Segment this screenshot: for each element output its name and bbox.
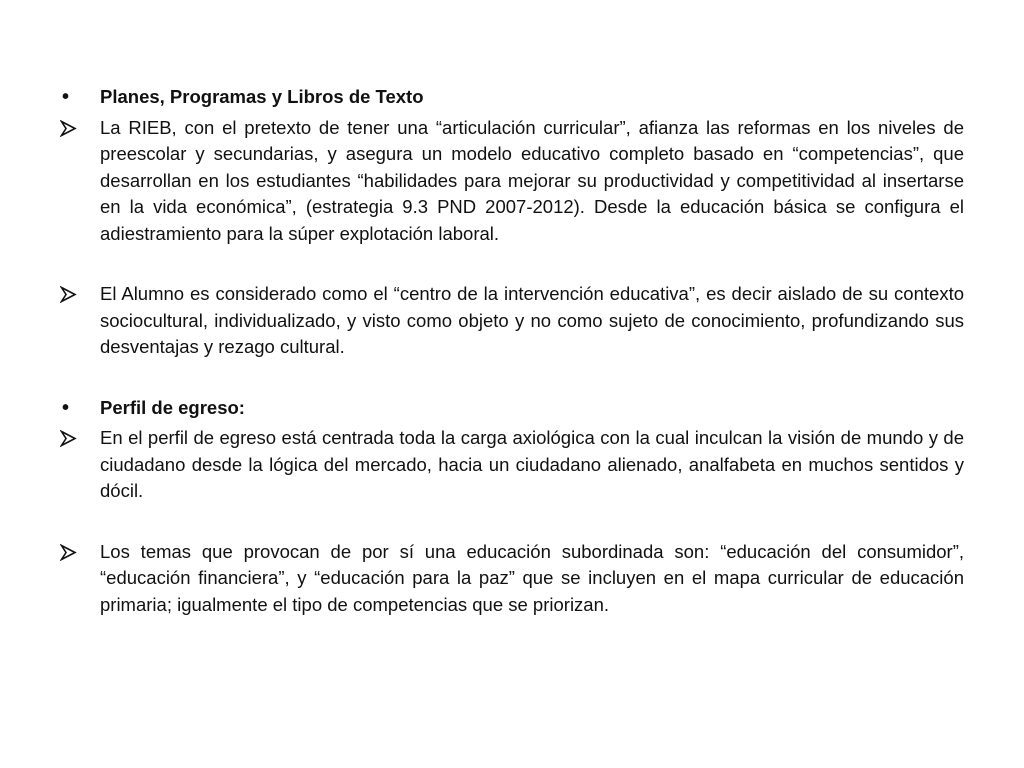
point-alumno — [60, 281, 964, 361]
arrow-bullet-icon — [60, 281, 90, 303]
point-text: En el perfil de egreso está centrada toda la carga axiológica con la cual inculcan la visión de mundo y de ciudadano desde la lógica del mercado, hacia un ciudadano alienado, analfabeta en muchos sentidos y dócil. — [100, 427, 964, 501]
bullet-marker: • — [62, 86, 70, 108]
arrow-bullet-icon — [60, 115, 90, 137]
point-text: El Alumno es considerado como el “centro de la intervención educativa”, es decir aislado de su contexto sociocultural, individualizado, y visto como objeto y no como sujeto de conocimiento, profundizando sus desventajas y rezago cultural. — [100, 283, 964, 357]
point-rieb — [60, 115, 964, 248]
point-temas — [60, 539, 964, 619]
heading-text: Planes, Programas y Libros de Texto — [100, 86, 424, 107]
point-text: Los temas que provocan de por sí una educación subordinada son: “educación del consumidor”, “educación financiera”, y “educación para la paz” que se incluyen en el mapa curricular de educación primaria; igualmente el tipo de competencias que se priorizan. — [100, 540, 964, 615]
arrow-bullet-icon — [60, 425, 90, 447]
slide-content — [60, 84, 964, 618]
bullet-marker: • — [62, 396, 70, 419]
point-text: La RIEB, con el pretexto de tener una “articulación curricular”, afianza las reformas en los niveles de preescolar y secundarias, y asegura un modelo educativo completo basado en “competencias”, que desarrollan en los estudiantes “habilidades para mejorar su productividad y competitividad al insertarse en la vida económica”, (estrategia 9.3 PND 2007-2012). Desde la educación básica se configura el adiestramiento para la súper explotación laboral. — [100, 116, 964, 244]
section-heading-planes — [60, 84, 964, 111]
section-heading-perfil — [60, 395, 964, 422]
heading-text: Perfil de egreso: — [100, 396, 245, 418]
point-perfil — [60, 425, 964, 505]
arrow-bullet-icon — [60, 539, 90, 561]
